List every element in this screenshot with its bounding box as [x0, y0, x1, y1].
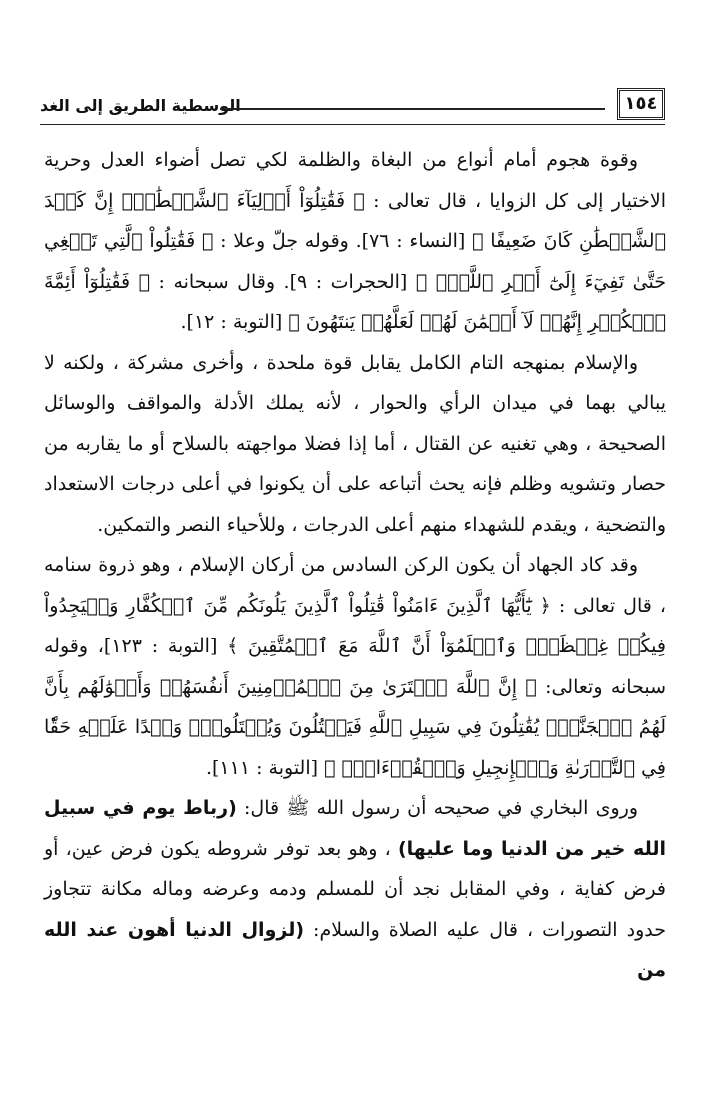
text-segment: [النساء : ٧٦]. وقوله جلّ وعلا : — [213, 230, 466, 252]
text-segment: ، وهو بعد توفر شروطه يكون فرض عين، أو فرض كفاية ، وفي المقابل نجد أن للمسلم ودمه وعرضه وماله مكانة تتجاوز حدود التصورات ، قال عليه الصلاة والسلام: — [44, 837, 666, 941]
text-segment: [التوبة : ١٢]. — [180, 311, 283, 333]
quran-verse: ﴿ يَٰٓأَيُّهَا ٱلَّذِينَ ءَامَنُواْ قَٰتِلُواْ ٱلَّذِينَ يَلُونَكُم مِّنَ ٱلۡكُفَّارِ وَلۡيَجِدُواْ فِيكُمۡ غِلۡظَةٗۚ وَٱعۡلَمُوٓاْ أَنَّ ٱللَّهَ مَعَ ٱلۡمُتَّقِينَ ﴾ — [44, 594, 666, 657]
text-segment: وقد كاد الجهاد أن يكون الركن السادس من أركان الإسلام ، وهو ذروة سنامه ، قال تعالى : — [44, 554, 666, 617]
quran-verse: ﴿ إِنَّ ٱللَّهَ ٱشۡتَرَىٰ مِنَ ٱلۡمُؤۡمِنِينَ أَنفُسَهُمۡ وَأَمۡوَٰلَهُم بِأَنَّ لَهُمُ ٱلۡجَنَّةَۚ يُقَٰتِلُونَ فِي سَبِيلِ ٱللَّهِ فَيَقۡتُلُونَ وَيُقۡتَلُونَۖ وَعۡدًا عَلَيۡهِ حَقّٗا فِي ٱلتَّوۡرَىٰةِ وَٱلۡإِنجِيلِ وَٱلۡقُرۡءَانِۚ ﴾ — [44, 675, 666, 779]
body-text — [44, 140, 666, 991]
text-segment: [التوبة : ١٢٣]، وقوله سبحانه وتعالى: — [44, 635, 666, 698]
paragraph-2 — [44, 343, 666, 546]
page-header — [40, 88, 665, 128]
paragraph-1 — [44, 140, 666, 343]
header-rule — [220, 108, 605, 110]
page-number: ١٥٤ — [617, 88, 665, 120]
text-segment: وقوة هجوم أمام أنواع من البغاة والظلمة لكي تصل أضواء العدل وحرية الاختيار إلى كل الزوايا ، قال تعالى : — [44, 149, 667, 212]
text-segment: والإسلام بمنهجه التام الكامل يقابل قوة ملحدة ، وأخرى مشركة ، ولكنه لا يبالي بهما في ميدان الرأي والحوار ، لأنه يملك الأدلة والمواقف والوسائل الصحيحة ، وهي تغنيه عن القتال ، أما إذا فضلا مواجهته بالسلاح أو ما يقاربه من حصار وتشويه وظلم فإنه يحث أتباعه على أن يكونوا في أعلى درجات الاستعداد والتضحية ، ويقدم للشهداء منهم أعلى الدرجات ، وللأحياء النصر والتمكين. — [44, 351, 666, 536]
text-segment: [الحجرات : ٩]. وقال سبحانه : — [150, 270, 408, 293]
text-segment: وروى البخاري في صحيحه أن رسول الله ﷺ قال: — [236, 797, 638, 819]
quran-verse: ﴿ فَقَٰتِلُواْ ٱلَّتِي تَبۡغِي حَتَّىٰ تَفِيٓءَ إِلَىٰٓ أَمۡرِ ٱللَّهِۚ ﴾ — [44, 230, 667, 293]
quran-verse: ﴿ فَقَٰتِلُوٓاْ أَوۡلِيَآءَ ٱلشَّيۡطَٰنِۖ إِنَّ كَيۡدَ ٱلشَّيۡطَٰنِ كَانَ ضَعِيفًا ﴾ — [44, 189, 666, 252]
text-segment: [التوبة : ١١١]. — [205, 756, 319, 779]
header-underline — [40, 124, 665, 125]
hadith-quote: (لزوال الدنيا أهون عند الله من — [44, 918, 666, 981]
running-title: الوسطية الطريق إلى الغد — [40, 96, 241, 115]
quran-verse: ﴿ فَقَٰتِلُوٓاْ أَئِمَّةَ ٱلۡكُفۡرِ إِنَّهُمۡ لَآ أَيۡمَٰنَ لَهُمۡ لَعَلَّهُمۡ يَنتَهُونَ ﴾ — [44, 270, 666, 333]
hadith-quote: (رباط يوم في سبيل الله خير من الدنيا وما عليها) — [44, 797, 666, 860]
paragraph-3 — [44, 545, 666, 788]
paragraph-4 — [44, 788, 666, 991]
